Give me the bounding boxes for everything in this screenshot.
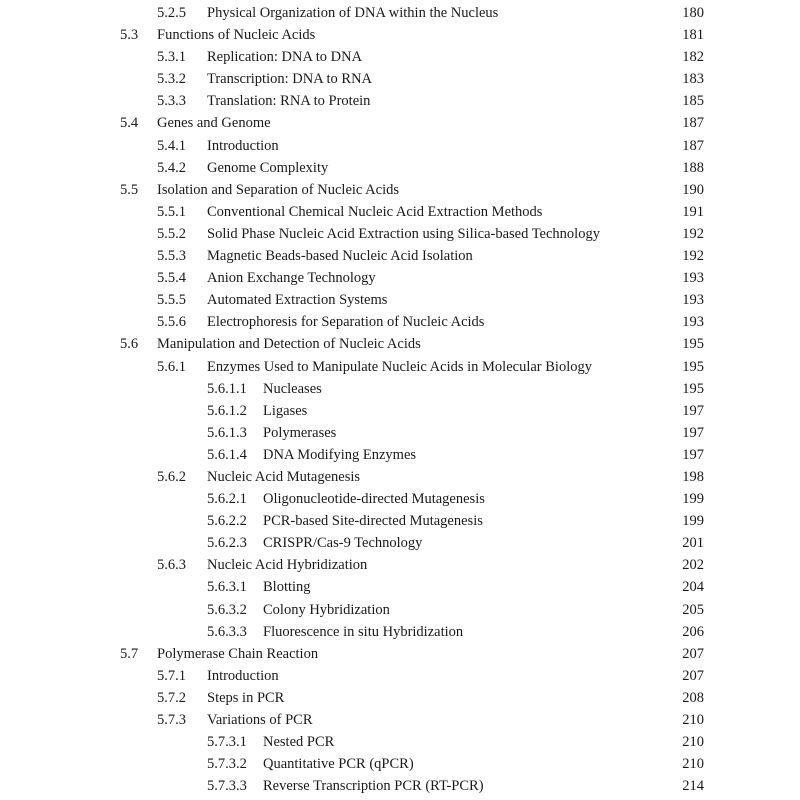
toc-entry-page: 208: [682, 689, 704, 706]
toc-entry-number: 5.6.1.4: [207, 446, 247, 463]
toc-entry-page: 207: [682, 645, 704, 662]
toc-entry-page: 197: [682, 402, 704, 419]
toc-entry-page: 188: [682, 159, 704, 176]
toc-entry[interactable]: [0, 201, 800, 223]
toc-entry-number: 5.7.3.3: [207, 778, 247, 795]
toc-entry[interactable]: [0, 378, 800, 400]
toc-entry-number: 5.6.1.2: [207, 402, 247, 419]
toc-entry-title: Polymerase Chain Reaction: [157, 645, 319, 662]
toc-entry[interactable]: [0, 709, 800, 731]
toc-entry[interactable]: [0, 333, 800, 355]
toc-entry[interactable]: [0, 643, 800, 665]
toc-entry-title: Variations of PCR: [207, 712, 313, 728]
toc-entry-page: 205: [682, 601, 704, 618]
toc-entry-number: 5.2.5: [157, 5, 186, 21]
toc-entry-page: 197: [682, 424, 704, 441]
toc-entry[interactable]: [0, 245, 800, 267]
toc-entry-page: 210: [682, 712, 704, 728]
toc-entry[interactable]: [0, 112, 800, 134]
toc-entry-number: 5.7.2: [157, 689, 186, 706]
toc-entry-title: Oligonucleotide-directed Mutagenesis: [263, 491, 485, 508]
toc-entry-title: Nucleic Acid Mutagenesis: [207, 468, 361, 485]
toc-entry-page: 182: [682, 49, 704, 66]
toc-entry-title: Manipulation and Detection of Nucleic Acids: [157, 336, 421, 353]
toc-entry-number: 5.6.1.3: [207, 424, 247, 441]
toc-entry-page: 202: [682, 557, 704, 574]
toc-entry[interactable]: [0, 400, 800, 422]
toc-entry-page: 197: [682, 446, 704, 463]
toc-entry-title: Magnetic Beads-based Nucleic Acid Isolation: [207, 248, 473, 265]
toc-entry[interactable]: [0, 135, 800, 157]
toc-entry[interactable]: [0, 2, 800, 24]
toc-entry-page: 204: [682, 579, 704, 596]
toc-entry-number: 5.7.3.1: [207, 734, 247, 751]
toc-entry-title: Enzymes Used to Manipulate Nucleic Acids in Molecular Biology: [207, 358, 592, 375]
toc-entry[interactable]: [0, 665, 800, 687]
toc-entry-number: 5.6: [120, 336, 139, 353]
toc-entry-title: Introduction: [207, 667, 279, 684]
toc-entry-number: 5.5.6: [157, 314, 186, 331]
toc-entry[interactable]: [0, 687, 800, 709]
toc-entry-number: 5.6.3.1: [207, 579, 247, 596]
toc-entry-title: Genome Complexity: [207, 159, 329, 176]
toc-entry-page: 195: [682, 380, 704, 397]
toc-entry[interactable]: [0, 466, 800, 488]
toc-entry[interactable]: [0, 422, 800, 444]
toc-entry[interactable]: [0, 46, 800, 68]
toc-entry-number: 5.4: [120, 115, 139, 132]
toc-entry-number: 5.6.3.2: [207, 601, 247, 618]
toc-entry-page: 192: [682, 225, 704, 242]
toc-entry-number: 5.4.2: [157, 159, 186, 176]
toc-entry-title: Steps in PCR: [207, 689, 285, 706]
toc-entry-number: 5.7: [120, 645, 139, 662]
toc-entry-page: 195: [682, 336, 704, 353]
toc-entry[interactable]: [0, 90, 800, 112]
toc-entry-number: 5.3.1: [157, 49, 186, 66]
toc-entry-page: 181: [682, 27, 704, 44]
toc-entry-title: Fluorescence in situ Hybridization: [263, 623, 464, 640]
toc-entry-page: 193: [682, 292, 704, 309]
toc-entry-number: 5.6.2.1: [207, 491, 247, 508]
toc-entry-title: Isolation and Separation of Nucleic Acids: [157, 181, 400, 198]
toc-entry-title: CRISPR/Cas-9 Technology: [263, 535, 423, 552]
toc-entry-title: DNA Modifying Enzymes: [263, 446, 417, 463]
toc-entry-title: Introduction: [207, 137, 279, 154]
table-of-contents: [0, 2, 800, 797]
toc-entry[interactable]: [0, 731, 800, 753]
toc-entry[interactable]: [0, 775, 800, 797]
toc-entry[interactable]: [0, 488, 800, 510]
toc-entry-page: 180: [682, 5, 704, 21]
toc-entry-page: 193: [682, 314, 704, 331]
toc-entry-number: 5.5.2: [157, 225, 186, 242]
toc-entry-number: 5.5.1: [157, 203, 186, 220]
toc-entry-title: Nucleic Acid Hybridization: [207, 557, 368, 574]
toc-entry[interactable]: [0, 599, 800, 621]
toc-entry-title: Quantitative PCR (qPCR): [263, 756, 414, 773]
toc-entry[interactable]: [0, 554, 800, 576]
toc-entry-number: 5.7.3.2: [207, 756, 247, 773]
toc-entry-number: 5.7.1: [157, 667, 186, 684]
toc-entry-title: Functions of Nucleic Acids: [157, 27, 316, 44]
toc-entry-page: 198: [682, 468, 704, 485]
toc-entry-page: 210: [682, 734, 704, 751]
toc-entry[interactable]: [0, 621, 800, 643]
toc-entry[interactable]: [0, 267, 800, 289]
toc-entry-page: 185: [682, 93, 704, 110]
toc-entry-number: 5.6.3: [157, 557, 186, 574]
toc-entry-title: Anion Exchange Technology: [207, 270, 376, 287]
toc-entry[interactable]: [0, 576, 800, 598]
toc-entry-title: Polymerases: [263, 424, 337, 441]
toc-entry-page: 195: [682, 358, 704, 375]
toc-entry-page: 201: [682, 535, 704, 552]
toc-entry-page: 199: [682, 513, 704, 530]
toc-entry[interactable]: [0, 444, 800, 466]
toc-entry[interactable]: [0, 532, 800, 554]
toc-entry-page: 214: [682, 778, 704, 795]
toc-entry-page: 187: [682, 115, 704, 132]
toc-entry-page: 192: [682, 248, 704, 265]
toc-entry-title: Ligases: [263, 402, 308, 419]
toc-entry-number: 5.6.3.3: [207, 623, 247, 640]
toc-entry-page: 206: [682, 623, 704, 640]
toc-entry-title: Automated Extraction Systems: [207, 292, 388, 309]
toc-entry-title: Nested PCR: [263, 734, 335, 751]
toc-entry-number: 5.6.2.2: [207, 513, 247, 530]
toc-entry-title: Electrophoresis for Separation of Nucleic Acids: [207, 314, 485, 331]
toc-entry-number: 5.6.1.1: [207, 380, 247, 397]
toc-entry-title: Nucleases: [263, 380, 322, 397]
toc-entry-title: Solid Phase Nucleic Acid Extraction using Silica-based Technology: [207, 225, 600, 242]
toc-entry-title: Transcription: DNA to RNA: [207, 71, 373, 88]
toc-entry-page: 207: [682, 667, 704, 684]
toc-entry-number: 5.6.2: [157, 468, 186, 485]
toc-entry-number: 5.3.2: [157, 71, 186, 88]
toc-entry-title: Blotting: [263, 579, 311, 596]
toc-entry[interactable]: [0, 223, 800, 245]
toc-entry-page: 191: [682, 203, 704, 220]
toc-entry-page: 190: [682, 181, 704, 198]
toc-entry-number: 5.5.3: [157, 248, 186, 265]
toc-entry-title: Genes and Genome: [157, 115, 271, 132]
toc-entry-page: 183: [682, 71, 704, 88]
toc-entry[interactable]: [0, 510, 800, 532]
toc-entry[interactable]: [0, 289, 800, 311]
toc-entry-number: 5.6.2.3: [207, 535, 247, 552]
toc-entry-number: 5.3.3: [157, 93, 186, 110]
toc-entry-title: PCR-based Site-directed Mutagenesis: [263, 513, 483, 530]
toc-entry[interactable]: [0, 753, 800, 775]
toc-entry-title: Replication: DNA to DNA: [207, 49, 363, 66]
toc-entry-page: 199: [682, 491, 704, 508]
toc-entry-number: 5.5.4: [157, 270, 186, 287]
toc-entry-page: 210: [682, 756, 704, 773]
toc-entry-number: 5.5.5: [157, 292, 186, 309]
toc-entry-number: 5.4.1: [157, 137, 186, 154]
toc-entry[interactable]: [0, 356, 800, 378]
toc-entry[interactable]: [0, 311, 800, 333]
toc-entry-page: 187: [682, 137, 704, 154]
toc-entry-number: 5.7.3: [157, 712, 186, 728]
toc-entry[interactable]: [0, 157, 800, 179]
toc-entry-number: 5.3: [120, 27, 139, 44]
toc-entry-title: Conventional Chemical Nucleic Acid Extraction Methods: [207, 203, 543, 220]
toc-entry-title: Physical Organization of DNA within the Nucleus: [207, 5, 499, 21]
toc-entry-number: 5.5: [120, 181, 139, 198]
toc-entry-title: Reverse Transcription PCR (RT-PCR): [263, 778, 484, 795]
toc-entry-title: Colony Hybridization: [263, 601, 390, 618]
toc-entry-title: Translation: RNA to Protein: [207, 93, 371, 110]
toc-entry-page: 193: [682, 270, 704, 287]
toc-entry[interactable]: [0, 68, 800, 90]
toc-entry-number: 5.6.1: [157, 358, 186, 375]
toc-entry[interactable]: [0, 179, 800, 201]
toc-entry[interactable]: [0, 24, 800, 46]
